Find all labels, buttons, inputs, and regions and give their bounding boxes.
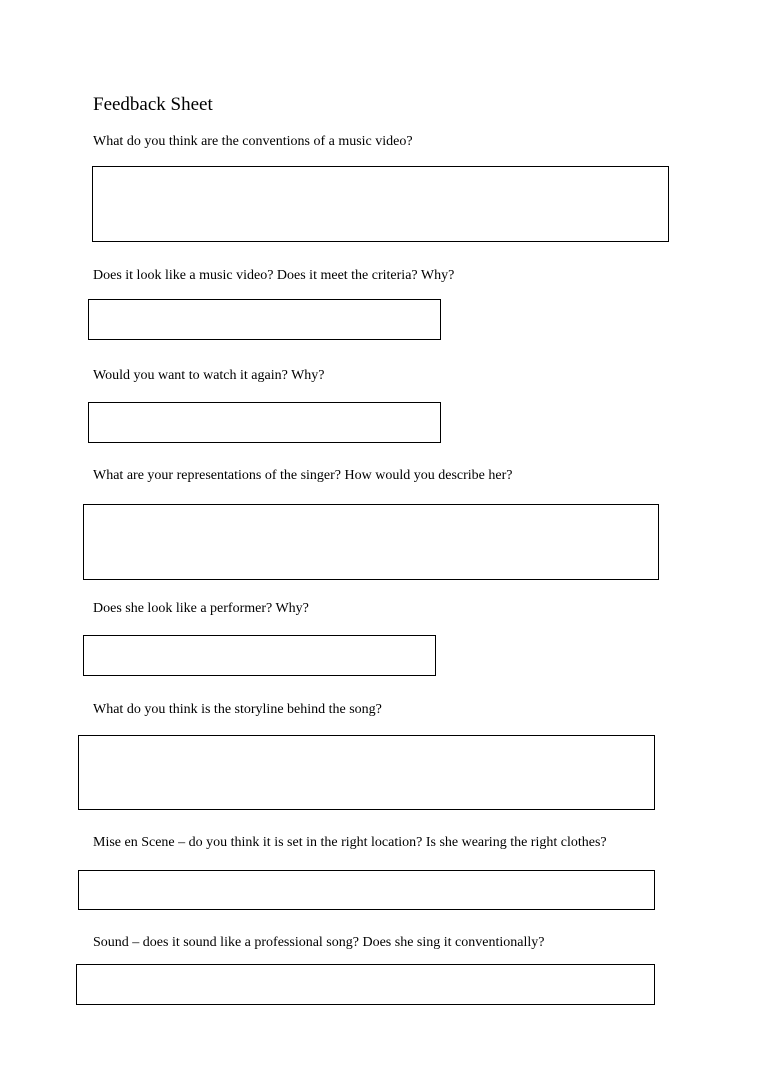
page-title: Feedback Sheet [93, 94, 213, 115]
question-storyline: What do you think is the storyline behind the song? [93, 702, 382, 717]
answer-box-conventions[interactable] [92, 166, 669, 242]
question-sound: Sound – does it sound like a professional song? Does she sing it conventionally? [93, 935, 545, 950]
answer-box-performer[interactable] [83, 635, 436, 676]
answer-box-looks-like-music-video[interactable] [88, 299, 441, 340]
answer-box-storyline[interactable] [78, 735, 655, 810]
question-mise-en-scene: Mise en Scene – do you think it is set in the right location? Is she wearing the right clothes? [93, 835, 607, 850]
question-singer-representation: What are your representations of the singer? How would you describe her? [93, 468, 513, 483]
question-watch-again: Would you want to watch it again? Why? [93, 368, 325, 383]
answer-box-sound[interactable] [76, 964, 655, 1005]
question-conventions: What do you think are the conventions of a music video? [93, 134, 413, 149]
answer-box-watch-again[interactable] [88, 402, 441, 443]
answer-box-mise-en-scene[interactable] [78, 870, 655, 910]
question-performer: Does she look like a performer? Why? [93, 601, 309, 616]
answer-box-singer-representation[interactable] [83, 504, 659, 580]
question-looks-like-music-video: Does it look like a music video? Does it meet the criteria? Why? [93, 268, 455, 283]
